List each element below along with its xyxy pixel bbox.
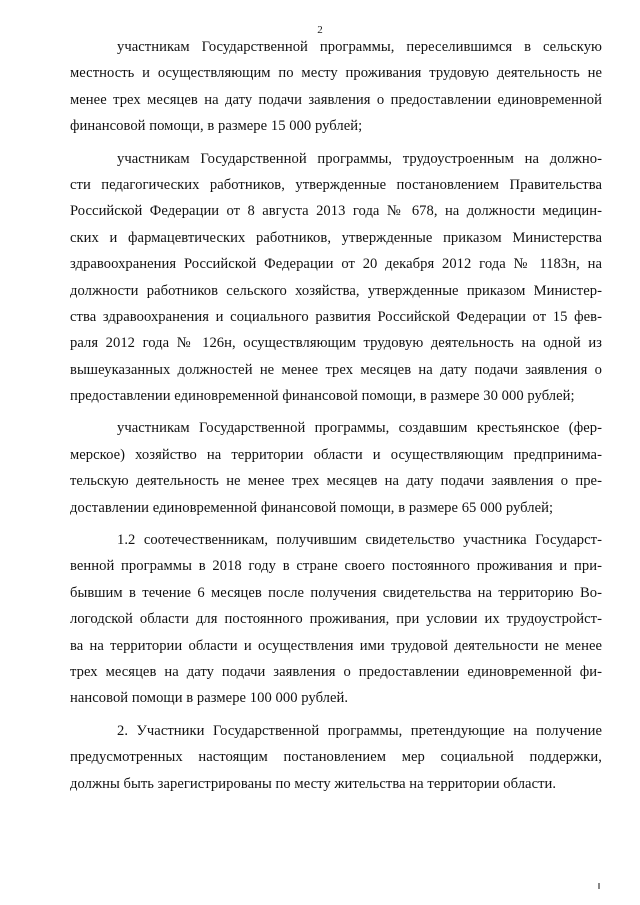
text-line: доставлении единовременной финансовой помощи, в размере 65 000 рублей; xyxy=(70,499,554,516)
text-line: вышеуказанных должностей не менее трех месяцев на дату подачи заявления о xyxy=(70,361,602,378)
paragraph-3 xyxy=(70,415,602,521)
text-line: ва на территории области и осуществления ими трудовой деятельности не менее xyxy=(70,637,602,654)
text-line: венной программы в 2018 году в стране своего постоянного проживания и при- xyxy=(70,558,602,575)
text-line: нансовой помощи в размере 100 000 рублей. xyxy=(70,690,349,707)
text-line: раля 2012 года № 126н, осуществляющим трудовую деятельность на одной из xyxy=(70,335,602,352)
paragraph-5 xyxy=(70,718,602,797)
paragraph-4 xyxy=(70,527,602,712)
page-number: 2 xyxy=(317,24,323,36)
text-line: местность и осуществляющим по месту проживания трудовую деятельность не xyxy=(70,65,602,82)
paragraph-1 xyxy=(70,34,602,140)
scan-mark xyxy=(598,883,600,889)
text-line: сти педагогических работников, утвержденные постановлением Правительства xyxy=(70,176,602,193)
text-line: Российской Федерации от 8 августа 2013 года № 678, на должности медицин- xyxy=(70,203,602,220)
text-line: 2. Участники Государственной программы, претендующие на получение xyxy=(117,722,602,739)
text-line: должны быть зарегистрированы по месту жительства на территории области. xyxy=(70,775,557,792)
paragraph-2 xyxy=(70,146,602,410)
text-line: логодской области для постоянного проживания, при условии их трудоустройст- xyxy=(70,611,602,628)
text-line: должности работников сельского хозяйства, утвержденные приказом Министер- xyxy=(70,282,602,299)
text-line: здравоохранения Российской Федерации от 20 декабря 2012 года № 1183н, на xyxy=(70,256,602,273)
text-line: 1.2 соотечественникам, получившим свидетельство участника Государст- xyxy=(117,532,602,549)
text-line: предоставлении единовременной финансовой помощи, в размере 30 000 рублей; xyxy=(70,388,575,405)
text-line: менее трех месяцев на дату подачи заявления о предоставлении единовременной xyxy=(70,91,602,108)
text-line: предусмотренных настоящим постановлением мер социальной поддержки, xyxy=(70,749,602,766)
text-line: финансовой помощи, в размере 15 000 рублей; xyxy=(70,118,363,135)
text-line: участникам Государственной программы, создавшим крестьянское (фер- xyxy=(117,420,602,437)
text-line: участникам Государственной программы, переселившимся в сельскую xyxy=(117,39,602,55)
text-line: ских и фармацевтических работников, утвержденные приказом Министерства xyxy=(70,229,602,246)
text-line: тельскую деятельность не менее трех месяцев на дату подачи заявления о пре- xyxy=(70,473,602,490)
text-line: ства здравоохранения и социального развития Российской Федерации от 15 фев- xyxy=(70,308,602,325)
text-line: участникам Государственной программы, трудоустроенным на должно- xyxy=(117,150,602,167)
text-line: бывшим в течение 6 месяцев после получения свидетельства на территорию Во- xyxy=(70,584,602,601)
text-line: трех месяцев на дату подачи заявления о предоставлении единовременной фи- xyxy=(70,663,602,680)
text-line: мерское) хозяйство на территории области и осуществляющим предпринима- xyxy=(70,446,602,463)
document-body xyxy=(70,34,602,797)
